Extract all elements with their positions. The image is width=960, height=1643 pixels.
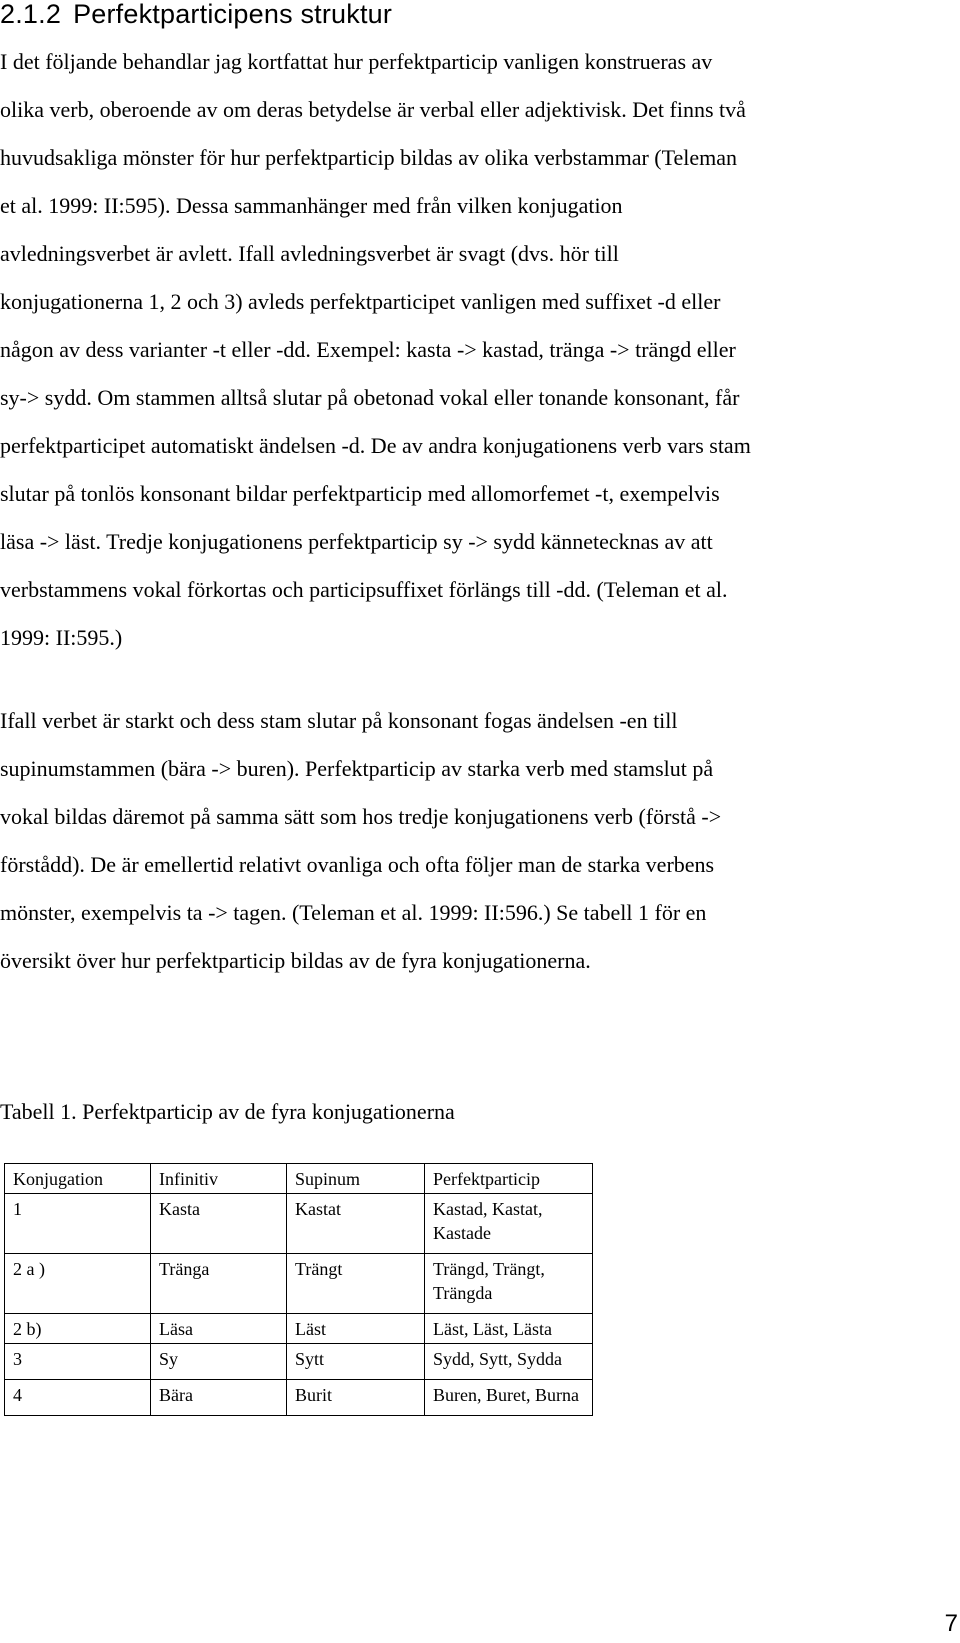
page-number: 7 (944, 1610, 958, 1637)
table-cell: Trängd, Trängt, Trängda (425, 1254, 593, 1314)
text-line: någon av dess varianter -t eller -dd. Exempel: kasta -> kastad, tränga -> trängd eller (0, 337, 736, 362)
text-line: översikt över hur perfektparticip bildas av de fyra konjugationerna. (0, 948, 591, 973)
table-cell: 4 (5, 1380, 151, 1416)
table-cell: Kastat (287, 1194, 425, 1254)
section-number: 2.1.2 (0, 0, 62, 29)
table-cell: Sy (151, 1344, 287, 1380)
conjugation-table (4, 1163, 593, 1416)
text-line: Ifall verbet är starkt och dess stam slutar på konsonant fogas ändelsen -en till (0, 708, 678, 733)
table-row (5, 1380, 593, 1416)
table-row (5, 1254, 593, 1314)
table-cell: Läst, Läst, Lästa (425, 1314, 593, 1344)
table-cell: Kasta (151, 1194, 287, 1254)
column-header: Perfektparticip (425, 1164, 593, 1194)
table-cell: 1 (5, 1194, 151, 1254)
section-heading (0, 0, 392, 28)
table-cell: Buren, Buret, Burna (425, 1380, 593, 1416)
column-header: Supinum (287, 1164, 425, 1194)
text-line: verbstammens vokal förkortas och participsuffixet förlängs till -dd. (Teleman et al. (0, 577, 728, 602)
table-row (5, 1194, 593, 1254)
text-line: perfektparticipet automatiskt ändelsen -d. De av andra konjugationens verb vars stam (0, 433, 751, 458)
text-line: et al. 1999: II:595). Dessa sammanhänger med från vilken konjugation (0, 193, 623, 218)
text-line: mönster, exempelvis ta -> tagen. (Teleman et al. 1999: II:596.) Se tabell 1 för en (0, 900, 707, 925)
table-cell: Kastad, Kastat, Kastade (425, 1194, 593, 1254)
table-cell: Trängt (287, 1254, 425, 1314)
table-cell: Läst (287, 1314, 425, 1344)
column-header: Infinitiv (151, 1164, 287, 1194)
table-cell: Läsa (151, 1314, 287, 1344)
text-line: vokal bildas däremot på samma sätt som hos tredje konjugationens verb (förstå -> (0, 804, 722, 829)
table-cell: 2 b) (5, 1314, 151, 1344)
table-cell: Tränga (151, 1254, 287, 1314)
table-header-row (5, 1164, 593, 1194)
table-cell: 2 a ) (5, 1254, 151, 1314)
table-cell: Sytt (287, 1344, 425, 1380)
table-row (5, 1344, 593, 1380)
table-cell: Burit (287, 1380, 425, 1416)
text-line: förstådd). De är emellertid relativt ovanliga och ofta följer man de starka verbens (0, 852, 715, 877)
text-line: I det följande behandlar jag kortfattat hur perfektparticip vanligen konstrueras av (0, 49, 713, 74)
text-line: läsa -> läst. Tredje konjugationens perfektparticip sy -> sydd kännetecknas av att (0, 529, 713, 554)
table-cell: Bära (151, 1380, 287, 1416)
text-line: sy-> sydd. Om stammen alltså slutar på obetonad vokal eller tonande konsonant, får (0, 385, 740, 410)
column-header: Konjugation (5, 1164, 151, 1194)
text-line: konjugationerna 1, 2 och 3) avleds perfektparticipet vanligen med suffixet -d eller (0, 289, 721, 314)
table-cell: 3 (5, 1344, 151, 1380)
text-line: slutar på tonlös konsonant bildar perfektparticip med allomorfemet -t, exempelvis (0, 481, 720, 506)
text-line: 1999: II:595.) (0, 625, 123, 650)
paragraph-1 (0, 38, 960, 662)
section-title: Perfektparticipens struktur (73, 0, 393, 29)
table-caption: Tabell 1. Perfektparticip av de fyra konjugationerna (0, 1099, 455, 1124)
table-cell: Sydd, Sytt, Sydda (425, 1344, 593, 1380)
paragraph-2 (0, 697, 960, 985)
text-line: huvudsakliga mönster för hur perfektparticip bildas av olika verbstammar (Teleman (0, 145, 738, 170)
text-line: avledningsverbet är avlett. Ifall avledningsverbet är svagt (dvs. hör till (0, 241, 619, 266)
text-line: olika verb, oberoende av om deras betydelse är verbal eller adjektivisk. Det finns två (0, 97, 746, 122)
text-line: supinumstammen (bära -> buren). Perfektparticip av starka verb med stamslut på (0, 756, 714, 781)
table-row (5, 1314, 593, 1344)
